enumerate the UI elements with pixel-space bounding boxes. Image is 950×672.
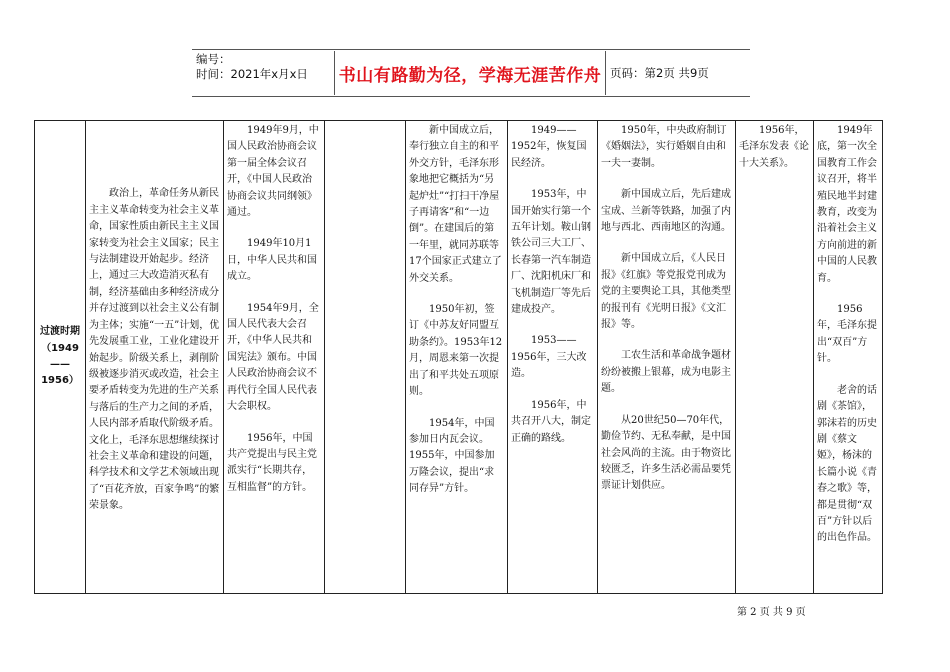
time-text: 时间：2021年x月x日 (196, 67, 308, 81)
culture-paragraph: 1956年，毛泽东提出“双百”方针。 (817, 304, 877, 365)
political-paragraph: 1949年9月，中国人民政治协商会议第一届全体会议召开，《中国人民政治协商会议共同纲领》通过。 (227, 125, 319, 219)
culture-cell (814, 121, 883, 594)
political-paragraph: 1956年，中国共产党提出与民主党派实行“长期共存，互相监督”的方针。 (227, 432, 317, 493)
society-paragraph: 1950年，中央政府制订《婚姻法》，实行婚姻自由和一夫一妻制。 (601, 125, 727, 169)
period-years-close: 1956） (41, 375, 79, 387)
header-meta (196, 52, 334, 82)
header-bottom-rule (192, 96, 750, 97)
period-years-open: （1949 (41, 342, 79, 354)
society-cell (598, 121, 736, 594)
political-paragraph: 1949年10月1日，中华人民共和国成立。 (227, 238, 317, 283)
culture-paragraph: 老舍的话剧《茶馆》，郭沫若的历史剧《蔡文姬》，杨沫的长篇小说《青春之歌》等，都是贯彻“双百”方针以后的出色作品。 (817, 384, 877, 544)
thought-cell (736, 121, 814, 594)
diplomacy-paragraph: 新中国成立后，奉行独立自主的和平外交方针，毛泽东形象地把它概括为“另起炉灶”“打扫干净屋子再请客”和“一边倒”。在建国后的第一年里，就同苏联等17个国家正式建立了外交关系。 (409, 125, 502, 284)
period-name: 过渡时期 (40, 326, 80, 338)
period-years-dash: —— (50, 359, 70, 370)
society-paragraph: 工农生活和革命战争题材纷纷被搬上银幕，成为电影主题。 (601, 350, 731, 395)
society-paragraph: 从20世纪50—70年代，勤俭节约、无私奉献，是中国社会风尚的主流。由于物资比较匮乏，许多生活必需品要凭票证计划供应。 (601, 414, 731, 492)
diplomacy-paragraph: 1954年，中国参加日内瓦会议。1955年，中国参加万隆会议，提出“求同存异”方针。 (409, 417, 495, 495)
economy-paragraph: 1956年，中共召开八大，制定正确的路线。 (511, 399, 591, 444)
economy-paragraph: 1953年，中国开始实行第一个五年计划。鞍山钢铁公司三大工厂、长春第一汽车制造厂、沈阳机床厂和飞机制造厂等先后建成投产。 (511, 189, 591, 316)
economy-paragraph: 1953——1956年，三大改造。 (511, 335, 587, 380)
motto-box (334, 51, 606, 95)
motto: 书山有路勤为径，学海无涯苦作舟 (338, 65, 602, 86)
serial-label: 编号： (196, 52, 231, 66)
thought-paragraph: 1956年，毛泽东发表《论十大关系》。 (739, 125, 809, 169)
page-number-text: 页码：第2页 共9页 (610, 66, 709, 80)
political-paragraph: 1954年9月，全国人民代表大会召开，《中华人民共和国宪法》颁布。中国人民政治协商会议不再代行全国人民代表大会职权。 (227, 302, 319, 413)
summary-cell (86, 121, 224, 594)
page-footer: 第 2 页 共 9 页 (737, 607, 806, 618)
diplomacy-paragraph: 1950年初，签订《中苏友好同盟互助条约》。1953年12月，周恩来第一次提出了和平共处五项原则。 (409, 304, 503, 398)
society-paragraph: 新中国成立后，《人民日报》《红旗》等党报党刊成为党的主要舆论工具，其他类型的报刊有《光明日报》《文汇报》等。 (601, 253, 731, 331)
period-cell (35, 121, 86, 594)
table-row (35, 121, 883, 594)
economy-paragraph: 1949——1952年，恢复国民经济。 (511, 125, 587, 169)
summary-paragraph: 政治上，革命任务从新民主主义革命转变为社会主义革命，国家性质由新民主主义国家转变为社会主义国家；民主与法制建设开始起步。经济上，通过三大改造消灭私有制，经济基础由多种经济成分并存过渡到以社会主义公有制为主体；实施“一五”计划，优先发展重工业，工业化建设开始起步。阶级关系上，剥削阶级被逐步消灭或改造，社会主要矛盾转变为先进的生产关系与落后的生产力之间的矛盾，人民内部矛盾取代阶级矛盾。文化上，毛泽东思想继续探讨社会主义革命和建设的问题，科学技术和文学艺术领域出现了“百花齐放，百家争鸣”的繁荣景象。 (89, 188, 220, 512)
culture-paragraph: 1949年底，第一次全国教育工作会议召开，将半殖民地半封建教育，改变为沿着社会主义方向前进的新中国的人民教育。 (817, 125, 877, 284)
political-cell (224, 121, 325, 594)
blank-cell (325, 121, 406, 594)
diplomacy-cell (406, 121, 508, 594)
economy-cell (508, 121, 598, 594)
society-paragraph: 新中国成立后，先后建成宝成、兰新等铁路，加强了内地与西北、西南地区的沟通。 (601, 189, 731, 234)
header-top-rule (192, 49, 750, 50)
page-header (192, 49, 750, 97)
history-table (34, 120, 883, 594)
